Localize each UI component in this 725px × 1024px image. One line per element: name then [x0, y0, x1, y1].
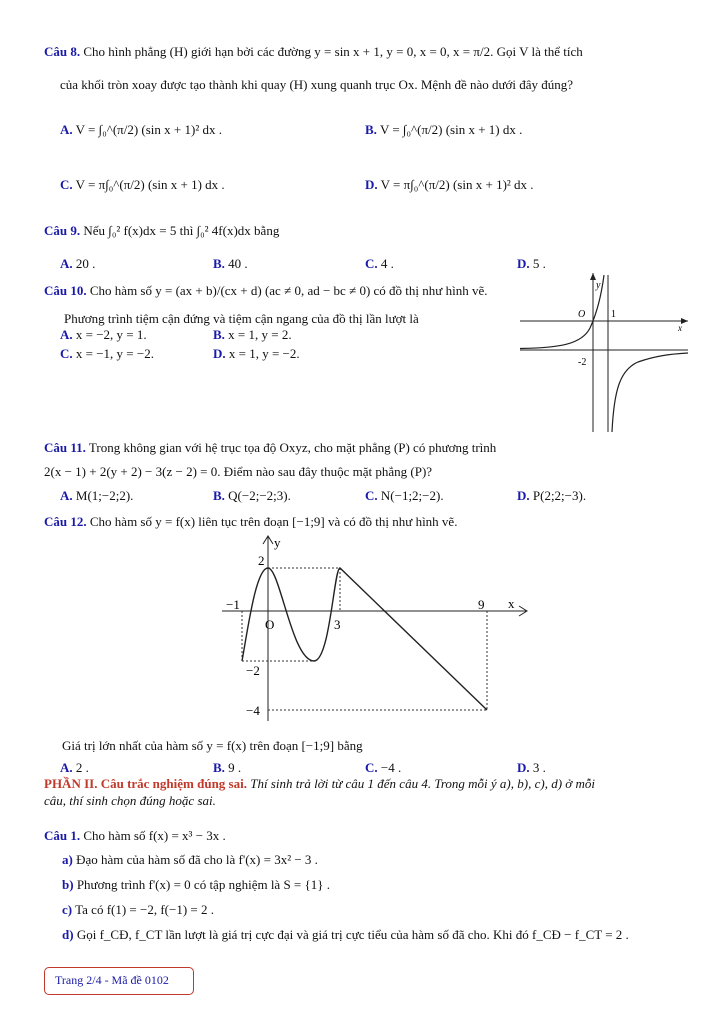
- q10-y-arrow: [590, 273, 596, 280]
- q12-text: Cho hàm số y = f(x) liên tục trên đoạn [−1;9] và có đồ thị như hình vẽ.: [89, 514, 458, 529]
- q11-text1: Trong không gian với hệ trục tọa độ Oxyz, cho mặt phẳng (P) có phương trình: [88, 440, 497, 455]
- q12-option-d[interactable]: [517, 760, 546, 776]
- q12-label-m1: −1: [226, 597, 240, 612]
- part2-header: [44, 776, 595, 792]
- q8-option-d[interactable]: [365, 177, 534, 193]
- q8-option-c-label: C.: [60, 177, 73, 192]
- q11-option-c[interactable]: [365, 488, 444, 504]
- q9-option-d-text: 5 .: [532, 256, 546, 271]
- q10-label: Câu 10.: [44, 283, 87, 298]
- q11-option-d-text: P(2;2;−3).: [532, 488, 587, 503]
- q12-graph: [222, 533, 532, 723]
- q8-text1: Cho hình phẳng (H) giới hạn bởi các đường y = sin x + 1, y = 0, x = 0, x = π/2. Gọi V là thể tích: [83, 44, 583, 59]
- q8-option-c-text: V = π∫₀^(π/2) (sin x + 1) dx .: [75, 177, 225, 192]
- q12-label-x: x: [508, 596, 515, 611]
- q10-label-x: x: [678, 323, 682, 333]
- q12-label-m4: −4: [246, 703, 260, 718]
- q8-option-c[interactable]: [60, 177, 225, 193]
- q12-label-m2: −2: [246, 663, 260, 678]
- p2q1-line: [44, 828, 226, 844]
- q11-option-a-label: A.: [60, 488, 73, 503]
- p2q1-item-a-label: a): [62, 852, 73, 867]
- q9-option-b[interactable]: [213, 256, 248, 272]
- q9-option-a[interactable]: [60, 256, 95, 272]
- q12-option-a-text: 2 .: [75, 760, 89, 775]
- q10-curve-right: [612, 353, 688, 432]
- q12-label-3: 3: [334, 617, 341, 632]
- q9-label: Câu 9.: [44, 223, 81, 238]
- q10-x-arrow: [681, 318, 688, 324]
- q12-label-y: y: [274, 535, 281, 550]
- p2q1-item-b-label: b): [62, 877, 74, 892]
- q12-option-c[interactable]: [365, 760, 401, 776]
- q8-option-b-text: V = ∫₀^(π/2) (sin x + 1) dx .: [379, 122, 523, 137]
- page-footer-text: Trang 2/4 - Mã đề 0102: [55, 973, 169, 987]
- q12-label-2: 2: [258, 553, 265, 568]
- p2q1-text: Cho hàm số f(x) = x³ − 3x .: [83, 828, 226, 843]
- q11-option-d[interactable]: [517, 488, 586, 504]
- q9-line: [44, 223, 279, 239]
- q9-option-c[interactable]: [365, 256, 394, 272]
- p2q1-item-d-label: d): [62, 927, 74, 942]
- q8-option-a[interactable]: [60, 122, 222, 138]
- part2-title: PHẦN II. Câu trắc nghiệm đúng sai.: [44, 776, 247, 791]
- q8-option-a-text: V = ∫₀^(π/2) (sin x + 1)² dx .: [75, 122, 222, 137]
- q8-option-a-label: A.: [60, 122, 73, 137]
- q12-question: Giá trị lớn nhất của hàm số y = f(x) trên đoạn [−1;9] bằng: [62, 738, 363, 753]
- q9-text: Nếu ∫₀² f(x)dx = 5 thì ∫₀² 4f(x)dx bằng: [83, 223, 280, 238]
- q10-option-c-label: C.: [60, 346, 73, 361]
- q9-option-c-text: 4 .: [380, 256, 394, 271]
- p2q1-item-c[interactable]: [62, 902, 214, 918]
- p2q1-item-b-text: Phương trình f'(x) = 0 có tập nghiệm là S = {1} .: [76, 877, 330, 892]
- q9-option-b-text: 40 .: [228, 256, 248, 271]
- q11-text2: 2(x − 1) + 2(y + 2) − 3(z − 2) = 0. Điểm nào sau đây thuộc mặt phẳng (P)?: [44, 464, 433, 479]
- part2-note2: câu, thí sinh chọn đúng hoặc sai.: [44, 793, 216, 808]
- q10-option-b-label: B.: [213, 327, 225, 342]
- q10-option-d-label: D.: [213, 346, 226, 361]
- p2q1-item-a-text: Đạo hàm của hàm số đã cho là f'(x) = 3x² − 3 .: [76, 852, 318, 867]
- q11-option-c-text: N(−1;2;−2).: [380, 488, 444, 503]
- q11-option-c-label: C.: [365, 488, 378, 503]
- q11-option-b-label: B.: [213, 488, 225, 503]
- p2q1-item-d-text: Gọi f_CĐ, f_CT lần lượt là giá trị cực đại và giá trị cực tiểu của hàm số đã cho. Khi đó f_CĐ − f_CT = 2 .: [76, 927, 629, 942]
- p2q1-item-c-text: Ta có f(1) = −2, f(−1) = 2 .: [75, 902, 214, 917]
- q12-option-b-label: B.: [213, 760, 225, 775]
- page-footer: [44, 967, 194, 995]
- q12-label-origin: O: [265, 617, 275, 632]
- q10-option-a-label: A.: [60, 327, 73, 342]
- q10-option-d-text: x = 1, y = −2.: [228, 346, 300, 361]
- q10-label-y: y: [596, 280, 601, 291]
- q9-option-a-label: A.: [60, 256, 73, 271]
- q10-option-a[interactable]: [60, 327, 147, 343]
- q8-option-b[interactable]: [365, 122, 522, 138]
- q10-option-d[interactable]: [213, 346, 300, 362]
- q9-option-c-label: C.: [365, 256, 378, 271]
- q10-label-origin: O: [578, 309, 586, 320]
- q10-option-c[interactable]: [60, 346, 154, 362]
- q11-line1: [44, 440, 496, 456]
- q8-option-d-label: D.: [365, 177, 378, 192]
- q12-option-b-text: 9 .: [228, 760, 242, 775]
- p2q1-item-d[interactable]: [62, 927, 629, 943]
- q10-label-minus-two: -2: [578, 357, 587, 368]
- q11-option-b-text: Q(−2;−2;3).: [228, 488, 291, 503]
- q10-option-a-text: x = −2, y = 1.: [75, 327, 147, 342]
- q12-curve: [242, 568, 487, 710]
- q11-option-d-label: D.: [517, 488, 530, 503]
- q11-option-a[interactable]: [60, 488, 133, 504]
- q9-option-b-label: B.: [213, 256, 225, 271]
- q8-line1: [44, 44, 583, 60]
- q8-label: Câu 8.: [44, 44, 81, 59]
- q12-option-c-label: C.: [365, 760, 378, 775]
- q11-label: Câu 11.: [44, 440, 86, 455]
- q11-option-a-text: M(1;−2;2).: [75, 488, 134, 503]
- q10-text1: Cho hàm số y = (ax + b)/(cx + d) (ac ≠ 0, ad − bc ≠ 0) có đồ thị như hình vẽ.: [89, 283, 488, 298]
- p2q1-item-a[interactable]: [62, 852, 318, 868]
- q10-text2: Phương trình tiệm cận đứng và tiệm cận ngang của đồ thị lần lượt là: [64, 311, 419, 326]
- p2q1-item-b[interactable]: [62, 877, 330, 893]
- q12-line: [44, 514, 457, 530]
- q10-graph: [520, 270, 690, 435]
- q10-line1: [44, 283, 487, 299]
- q10-option-b[interactable]: [213, 327, 292, 343]
- q8-text2: của khối tròn xoay được tạo thành khi quay (H) xung quanh trục Ox. Mệnh đề nào dưới đây đúng?: [60, 77, 574, 92]
- q12-option-a-label: A.: [60, 760, 73, 775]
- q11-option-b[interactable]: [213, 488, 291, 504]
- q9-option-a-text: 20 .: [75, 256, 96, 271]
- q9-option-d-label: D.: [517, 256, 530, 271]
- q12-label-9: 9: [478, 597, 485, 612]
- part2-note1: Thí sinh trả lời từ câu 1 đến câu 4. Trong mỗi ý a), b), c), d) ở mỗi: [250, 776, 595, 791]
- q8-option-b-label: B.: [365, 122, 377, 137]
- q10-label-one: 1: [611, 309, 616, 320]
- q12-option-d-text: 3 .: [532, 760, 546, 775]
- q10-option-c-text: x = −1, y = −2.: [75, 346, 154, 361]
- q8-option-d-text: V = π∫₀^(π/2) (sin x + 1)² dx .: [380, 177, 534, 192]
- q10-option-b-text: x = 1, y = 2.: [228, 327, 292, 342]
- q12-label: Câu 12.: [44, 514, 87, 529]
- q12-option-d-label: D.: [517, 760, 530, 775]
- q12-option-b[interactable]: [213, 760, 241, 776]
- q10-curve-left: [520, 275, 604, 349]
- p2q1-label: Câu 1.: [44, 828, 81, 843]
- q12-option-c-text: −4 .: [380, 760, 402, 775]
- p2q1-item-c-label: c): [62, 902, 73, 917]
- q12-option-a[interactable]: [60, 760, 89, 776]
